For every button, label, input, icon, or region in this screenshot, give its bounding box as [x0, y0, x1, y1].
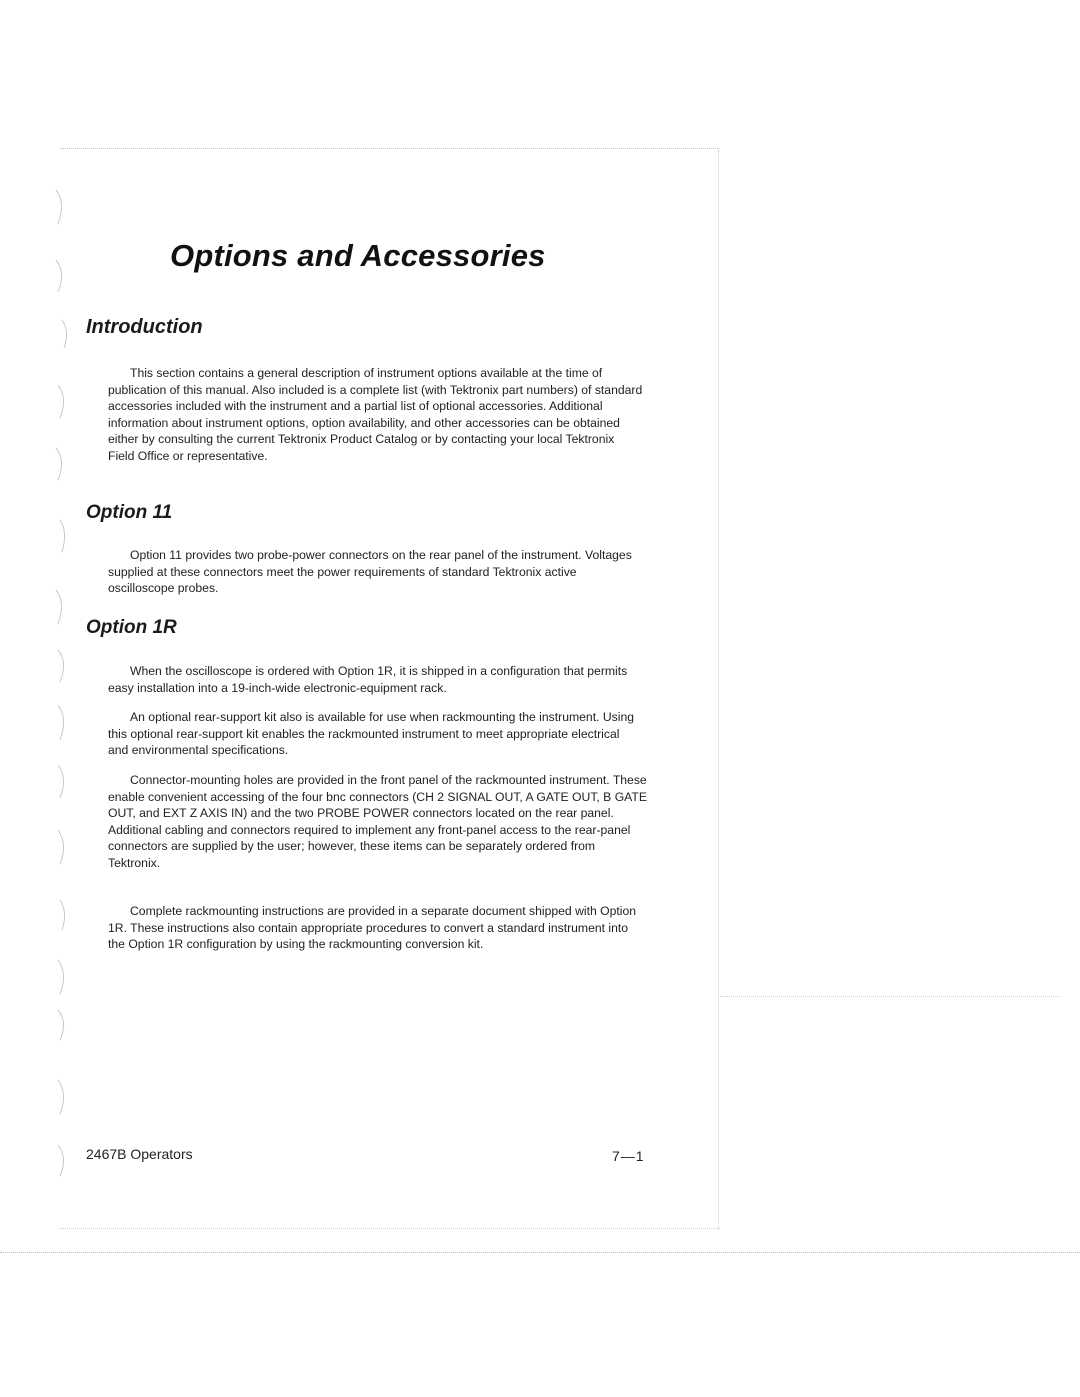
introduction-paragraph: This section contains a general description of instrument options available at the time of publication of this manual. Also included is a complete list (with Tektronix part numbers) of standard accessories included with the instrument and a partial list of optional accessories. Additional information about instrument options, option availability, and other accessories can be obtained either by consulting the current Tektronix Product Catalog or by contacting your local Tektronix Field Office or representative. — [108, 366, 643, 463]
section-heading-option-1r: Option 1R — [86, 617, 177, 638]
option-11-paragraph: Option 11 provides two probe-power connectors on the rear panel of the instrument. Voltages supplied at these connectors meet the power requirements of standard Tektronix active oscilloscope probes. — [108, 548, 632, 596]
option-1r-paragraph: When the oscilloscope is ordered with Option 1R, it is shipped in a configuration that permits easy installation into a 19-inch-wide electronic-equipment rack. — [108, 664, 628, 695]
option-1r-paragraph: An optional rear-support kit also is available for use when rackmounting the instrument. Using this optional rear-support kit enables the rackmounted instrument to meet appropriate electrical and environmental specifications. — [108, 710, 635, 758]
scan-edge-bottom-outer — [0, 1252, 1080, 1253]
binding-hole-marks — [42, 180, 82, 1220]
scan-edge-top — [60, 148, 720, 149]
page-title: Options and Accessories — [170, 238, 546, 273]
footer-page-number: 7—1 — [612, 1148, 645, 1164]
scan-edge-right — [718, 150, 719, 1230]
scan-edge-mid — [720, 996, 1060, 997]
section-heading-introduction: Introduction — [86, 316, 203, 338]
option-1r-paragraph: Complete rackmounting instructions are provided in a separate document shipped with Option 1R. These instructions also contain appropriate procedures to convert a standard instrument into the Option 1R configuration by using the rackmounting conversion kit. — [108, 904, 637, 952]
option-1r-paragraph: Connector-mounting holes are provided in the front panel of the rackmounted instrument. These enable convenient accessing of the four bnc connectors (CH 2 SIGNAL OUT, A GATE OUT, B GATE OUT, and EXT Z AXIS IN) and the two PROBE POWER connectors located on the rear panel. Additional cabling and connectors required to implement any front-panel access to the rear-panel connectors are supplied by the user; however, these items can be separately ordered from Tektronix. — [108, 773, 647, 870]
footer-manual-name: 2467B Operators — [86, 1146, 193, 1162]
section-heading-option-11: Option 11 — [86, 502, 173, 523]
scan-edge-bottom — [60, 1228, 720, 1229]
